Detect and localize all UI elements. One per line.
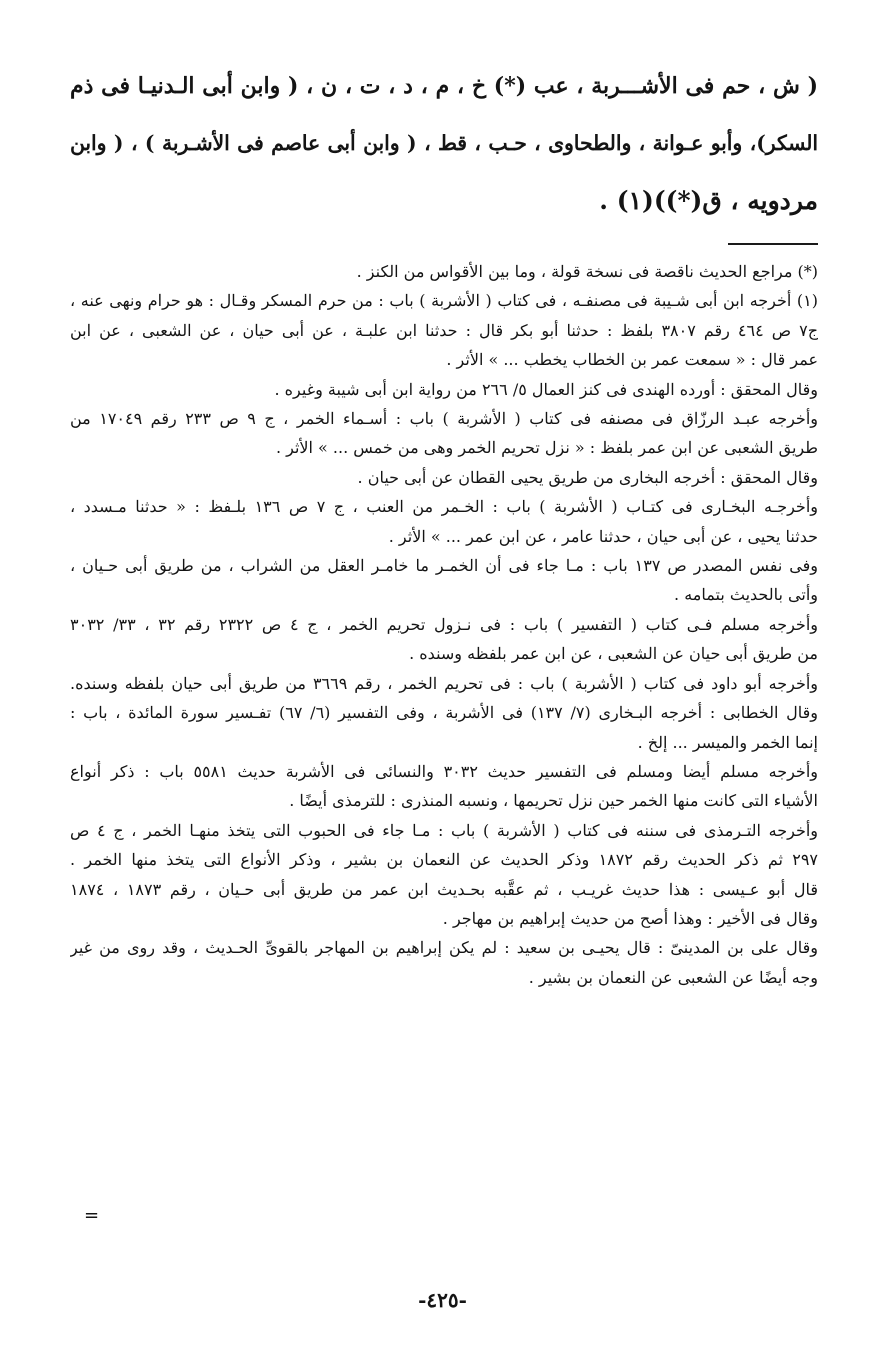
footnote-line: وجه أيضًا عن الشعبى عن النعمان بن بشير . <box>528 967 818 987</box>
footnote-line: ٢٩٧ ثم ذكر الحديث رقم ١٨٧٢ وذكر الحديث عن النعمان بن بشير ، وذكر الأنواع التى يتخذ منها الخمر . <box>70 850 818 870</box>
footnote-line: وأخرجـه البخـارى فى كتـاب ( الأشربة ) باب : الخـمر من العنب ، ج ٧ ص ١٣٦ بلـفظ : « حدثنا مـسدد ، <box>70 497 818 517</box>
footnote-line: وقال المحقق : أخرجه البخارى من طريق يحيى القطان عن أبى حيان . <box>357 467 818 487</box>
footnotes <box>70 257 818 992</box>
footnote-line: وفى نفس المصدر ص ١٣٧ باب : مـا جاء فى أن الخمـر ما خامـر العقل من الشراب ، من طريق أبى حـيان ، <box>70 556 818 576</box>
footnote-separator <box>728 243 818 245</box>
main-line: مردويه ، ق(*))(١) . <box>599 186 818 215</box>
footnote-line: وقال المحقق : أورده الهندى فى كنز العمال ٥/ ٢٦٦ من رواية ابن أبى شيبة وغيره . <box>274 379 818 399</box>
main-text <box>70 58 818 229</box>
page-number: -٤٢٥- <box>418 1288 467 1312</box>
main-line: ( ش ، حم فى الأشـــربة ، عب (*) خ ، م ، د ، ت ، ن ، ( وابن أبى الـدنيـا فى ذم <box>70 73 818 99</box>
footnote-line: من طريق أبى حيان عن الشعبى ، عن ابن عمر بلفظه وسنده . <box>409 644 818 664</box>
footnote-line: وقال الخطابى : أخرجه البـخارى (٧/ ١٣٧) فى الأشربة ، وفى التفسير (٦/ ٦٧) تفـسير سورة المائدة ، باب : <box>70 703 818 723</box>
footnote-line: وأخرجه عبـد الرزّاق فى مصنفه فى كتاب ( الأشربة ) باب : أسـماء الخمر ، ج ٩ ص ٢٣٣ رقم ١٧٠٤٩ من <box>70 409 818 429</box>
footnote-line: وقال على بن المدينىّ : قال يحيـى بن سعيد : لم يكن إبراهيم بن المهاجر بالقوىِّ الحـديث ، وقد روى من غير <box>70 938 818 958</box>
footnote-line: إنما الخمر والميسر ... إلخ . <box>637 732 818 752</box>
footnote-line: وأخرجه مسلم فـى كتاب ( التفسير ) باب : فى نـزول تحريم الخمر ، ج ٤ ص ٢٣٢٢ رقم ٣٢ ، ٣٣/ ٣٠٣٢ <box>70 614 818 634</box>
footnote-line: عمر قال : « سمعت عمر بن الخطاب يخطب ... » الأثر . <box>446 350 818 370</box>
continuation-mark: = <box>84 1205 100 1226</box>
footnote-line: (*) مراجع الحديث ناقصة فى نسخة قولة ، وما بين الأقواس من الكنز . <box>356 262 818 281</box>
main-line: السكر)، وأبو عـوانة ، والطحاوى ، حـب ، قط ، ( وابن أبى عاصم فى الأشـربة ) ، ( وابن <box>70 131 818 155</box>
footnote-line: وأتى بالحديث بتمامه . <box>674 585 818 605</box>
footnote-line: وأخرجه مسلم أيضا ومسلم فى التفسير حديث ٣٠٣٢ والنسائى فى الأشربة حديث ٥٥٨١ باب : ذكر أنواع <box>70 761 818 781</box>
footnote-line: وأخرجه أبو داود فى كتاب ( الأشربة ) باب : فى تحريم الخمر ، رقم ٣٦٦٩ من طريق أبى حيان بلفظه وسنده. <box>70 673 818 693</box>
footnote-line: حدثنا يحيى ، عن أبى حيان ، حدثنا عامر ، عن ابن عمر ... » الأثر . <box>388 526 818 546</box>
footnote-line: وقال فى الأخير : وهذا أصح من حديث إبراهيم بن مهاجر . <box>442 908 818 928</box>
page-body <box>70 58 818 992</box>
footnote-line: طريق الشعبى عن ابن عمر بلفظ : « نزل تحريم الخمر وهى من خمس ... » الأثر . <box>275 438 818 458</box>
footnote-line: ج٧ ص ٤٦٤ رقم ٣٨٠٧ بلفظ : حدثنا أبو بكر قال : حدثنا ابن علبـة ، عن أبى حيان ، عن الشعبى ، عن ابن <box>70 320 818 340</box>
footnote-line: قال أبو عـيسى : هذا حديث غريـب ، ثم عقَّبه بحـديث ابن عمر من طريق أبى حـيان ، رقم ١٨٧٣ ، ١٨٧٤ <box>70 879 818 899</box>
footnote-line: الأشياء التى كانت منها الخمر حين نزل تحريمها ، ونسبه المنذرى : للترمذى أيضًا . <box>289 791 818 811</box>
footnote-line: وأخرجه التـرمذى فى سننه فى كتاب ( الأشربة ) باب : مـا جاء فى الحبوب التى يتخذ منهـا الخمر ، ج ٤ ص <box>70 820 818 840</box>
footnote-line: (١) أخرجه ابن أبى شـيبة فى مصنفـه ، فى كتاب ( الأشربة ) باب : من حرم المسكر وقـال : هو حرام ونهى عنه ، <box>70 291 818 311</box>
